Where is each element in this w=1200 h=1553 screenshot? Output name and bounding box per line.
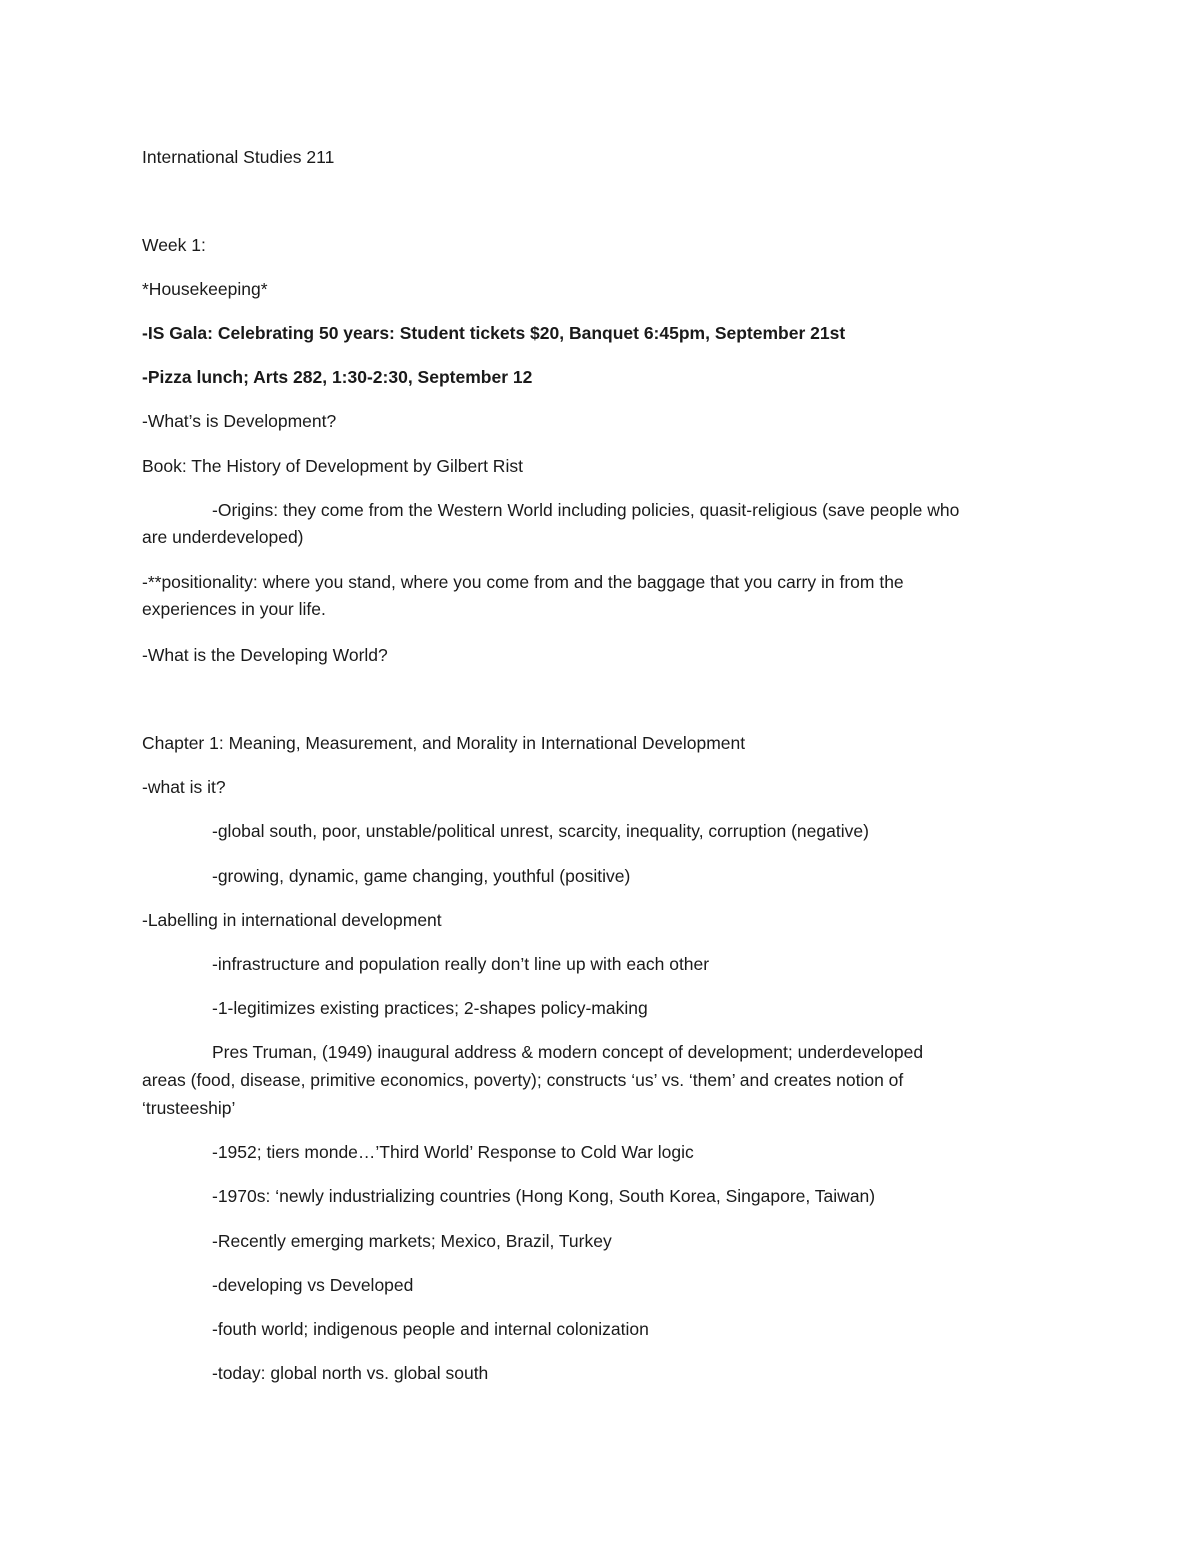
- nics-note: -1970s: ‘newly industrializing countries (Hong Kong, South Korea, Singapore, Taiwan): [212, 1186, 876, 1206]
- truman-note-line-1: Pres Truman, (1949) inaugural address & modern concept of development; underdeveloped: [212, 1042, 924, 1062]
- infrastructure-note: -infrastructure and population really don’t line up with each other: [212, 954, 710, 974]
- truman-note-line-3: ‘trusteeship’: [142, 1098, 236, 1118]
- development-question: -What’s is Development?: [142, 411, 337, 431]
- week-heading: Week 1:: [142, 235, 206, 255]
- emerging-markets-note: -Recently emerging markets; Mexico, Brazil, Turkey: [212, 1231, 612, 1251]
- fourth-world-note: -fouth world; indigenous people and internal colonization: [212, 1319, 649, 1339]
- positionality-note-line-2: experiences in your life.: [142, 599, 326, 619]
- document-title: International Studies 211: [142, 147, 335, 167]
- legitimizes-note: -1-legitimizes existing practices; 2-shapes policy-making: [212, 998, 648, 1018]
- gala-announcement: -IS Gala: Celebrating 50 years: Student tickets $20, Banquet 6:45pm, September 21st: [142, 323, 846, 343]
- negative-descriptors: -global south, poor, unstable/political unrest, scarcity, inequality, corruption (negative): [212, 821, 869, 841]
- tiers-monde-note: -1952; tiers monde…’Third World’ Response to Cold War logic: [212, 1142, 694, 1162]
- book-reference: Book: The History of Development by Gilbert Rist: [142, 456, 523, 476]
- what-is-it-question: -what is it?: [142, 777, 226, 797]
- pizza-announcement: -Pizza lunch; Arts 282, 1:30-2:30, September 12: [142, 367, 533, 387]
- today-note: -today: global north vs. global south: [212, 1363, 489, 1383]
- positionality-note-line-1: -**positionality: where you stand, where you come from and the baggage that you carry in from the: [142, 572, 904, 592]
- chapter-heading: Chapter 1: Meaning, Measurement, and Morality in International Development: [142, 733, 746, 753]
- origins-note-line-1: -Origins: they come from the Western World including policies, quasit-religious (save people who: [212, 500, 960, 520]
- origins-note-line-2: are underdeveloped): [142, 527, 304, 547]
- housekeeping-heading: *Housekeeping*: [142, 279, 268, 299]
- positive-descriptors: -growing, dynamic, game changing, youthful (positive): [212, 866, 631, 886]
- developing-vs-developed-note: -developing vs Developed: [212, 1275, 414, 1295]
- truman-note-line-2: areas (food, disease, primitive economics, poverty); constructs ‘us’ vs. ‘them’ and creates notion of: [142, 1070, 904, 1090]
- developing-world-question: -What is the Developing World?: [142, 645, 388, 665]
- labelling-heading: -Labelling in international development: [142, 910, 442, 930]
